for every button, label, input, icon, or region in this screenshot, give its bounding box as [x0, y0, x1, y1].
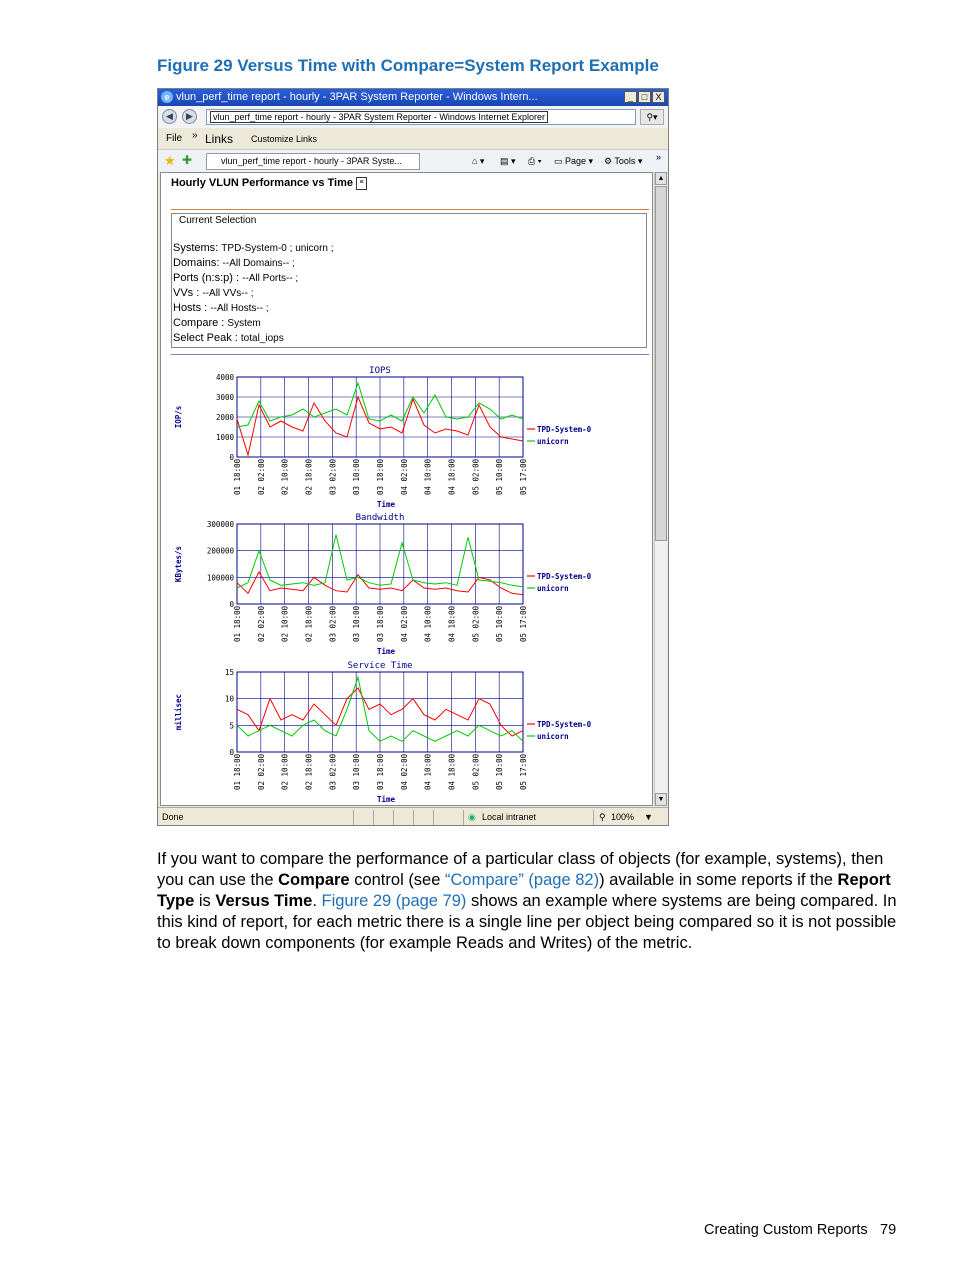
service-time-chart-title: Service Time: [347, 661, 413, 671]
menu-file[interactable]: File: [166, 133, 183, 144]
service-time-x-tick-label: 05 02:00: [471, 753, 481, 790]
iops-x-tick-label: 04 02:00: [399, 458, 409, 495]
zoom-icon[interactable]: ⚲: [599, 812, 606, 822]
zoom-dropdown-icon[interactable]: ▼: [644, 812, 653, 822]
document-icon[interactable]: ≡: [356, 177, 367, 190]
service-time-y-tick-label: 15: [224, 668, 234, 677]
service-time-x-tick-label: 03 18:00: [376, 753, 385, 790]
report-heading-text: Hourly VLUN Performance vs Time: [171, 177, 353, 189]
favorites-star-icon[interactable]: ★: [164, 153, 176, 168]
compare-label: Compare :: [173, 317, 225, 329]
vertical-scrollbar[interactable]: [654, 172, 667, 806]
peak-value: total_iops: [240, 333, 284, 344]
iops-x-tick-label: 02 10:00: [280, 458, 290, 495]
bandwidth-x-tick-label: 02 18:00: [304, 605, 314, 642]
scroll-up-icon[interactable]: ▲: [655, 172, 667, 185]
minimize-button[interactable]: _: [624, 91, 637, 103]
feeds-icon[interactable]: ▤ ▾: [500, 156, 516, 166]
hosts-label: Hosts :: [173, 302, 208, 314]
address-input[interactable]: [206, 109, 636, 125]
status-zone: Local intranet: [482, 812, 537, 822]
service-time-y-tick-label: 0: [229, 748, 234, 757]
compare-value: System: [227, 318, 261, 329]
ports-label: Ports (n:s:p) :: [173, 272, 240, 284]
iops-x-tick-label: 04 10:00: [423, 458, 433, 495]
forward-icon[interactable]: ▶: [182, 109, 197, 124]
iops-x-tick-label: 03 02:00: [328, 458, 338, 495]
bandwidth-x-tick-label: 03 18:00: [376, 605, 385, 642]
print-icon[interactable]: ⎙ ▾: [528, 156, 542, 166]
iops-y-tick-label: 3000: [215, 393, 234, 402]
ie-logo-icon: e: [161, 91, 173, 103]
service-time-x-tick-label: 02 10:00: [280, 753, 290, 790]
para-text: .: [312, 892, 322, 910]
tab-bar: [158, 149, 668, 172]
status-divider: [593, 810, 594, 825]
iops-x-tick-label: 01 18:00: [233, 458, 242, 495]
current-selection-legend: Current Selection: [179, 215, 257, 226]
menu-customize-links[interactable]: Customize Links: [251, 134, 318, 144]
close-button[interactable]: X: [652, 91, 665, 103]
iops-x-axis-label: Time: [376, 500, 396, 509]
service-time-x-tick-label: 03 10:00: [352, 753, 362, 790]
toolbar-chevron-icon[interactable]: »: [656, 152, 662, 162]
bandwidth-y-tick-label: 0: [229, 600, 234, 609]
window-titlebar: [158, 89, 668, 106]
service-time-x-tick-label: 01 18:00: [233, 753, 242, 790]
page-menu-label: Page: [565, 156, 587, 166]
service-time-legend-label: TPD-System-0: [537, 720, 592, 729]
service-time-x-tick-label: 04 02:00: [399, 753, 409, 790]
iops-x-tick-label: 04 18:00: [447, 458, 457, 495]
status-divider: [463, 810, 464, 825]
home-icon[interactable]: ⌂ ▾: [472, 156, 485, 166]
para-text: is: [194, 892, 216, 910]
domains-value: --All Domains-- ;: [222, 258, 295, 269]
service-time-x-tick-label: 04 18:00: [447, 753, 457, 790]
para-text: ) available in some reports if the: [599, 871, 838, 889]
tools-menu-label: Tools: [614, 156, 636, 166]
status-divider: [353, 810, 354, 825]
bandwidth-x-tick-label: 02 02:00: [256, 605, 266, 642]
bandwidth-legend-label: unicorn: [537, 584, 569, 593]
iops-legend-label: unicorn: [537, 437, 569, 446]
service-time-y-tick-label: 10: [224, 694, 234, 704]
iops-y-axis-label: IOP/s: [174, 405, 183, 429]
figure-page-link[interactable]: Figure 29 (page 79): [321, 892, 467, 910]
iops-y-tick-label: 0: [229, 453, 234, 462]
iops-chart-title: IOPS: [369, 366, 391, 376]
service-time-legend-label: unicorn: [537, 732, 569, 741]
bandwidth-x-tick-label: 03 10:00: [352, 605, 362, 642]
status-divider: [413, 810, 414, 825]
vvs-label: VVs :: [173, 287, 200, 299]
tools-menu[interactable]: ⚙ Tools ▾: [604, 156, 643, 166]
figure-title: Figure 29 Versus Time with Compare=System Report Example: [157, 56, 659, 75]
domains-label: Domains:: [173, 257, 220, 269]
compare-page-link[interactable]: “Compare” (page 82): [445, 871, 600, 889]
ports-value: --All Ports-- ;: [242, 273, 299, 284]
add-favorite-icon[interactable]: ✚: [182, 153, 193, 167]
service-time-y-tick-label: 5: [229, 721, 234, 731]
status-divider: [433, 810, 434, 825]
bandwidth-x-tick-label: 04 18:00: [447, 605, 457, 642]
iops-x-tick-label: 03 18:00: [376, 458, 385, 495]
bandwidth-y-tick-label: 300000: [206, 520, 234, 529]
bandwidth-x-tick-label: 01 18:00: [233, 605, 242, 642]
bandwidth-x-tick-label: 02 10:00: [280, 605, 290, 642]
browser-screenshot: [157, 88, 669, 826]
iops-y-tick-label: 4000: [215, 373, 234, 382]
status-done: Done: [162, 812, 184, 822]
para-text: If you want to compare the performance of a particular class of objects (for example, systems), then you can use the: [157, 850, 884, 889]
bandwidth-x-tick-label: 04 10:00: [423, 605, 433, 642]
bandwidth-x-tick-label: 05 10:00: [495, 605, 505, 642]
iops-x-tick-label: 05 17:00: [519, 458, 528, 495]
menu-links[interactable]: Links: [205, 132, 234, 146]
para-bold-compare: Compare: [278, 871, 350, 889]
systems-label: Systems:: [173, 242, 219, 254]
bandwidth-y-axis-label: KBytes/s: [174, 545, 183, 583]
status-zoom[interactable]: 100%: [611, 812, 635, 822]
maximize-button[interactable]: □: [638, 91, 651, 103]
hosts-value: --All Hosts-- ;: [210, 303, 269, 314]
body-paragraph: [157, 849, 899, 954]
iops-x-tick-label: 02 18:00: [304, 458, 314, 495]
bandwidth-x-tick-label: 05 17:00: [519, 605, 528, 642]
status-divider: [373, 810, 374, 825]
bandwidth-x-axis-label: Time: [376, 647, 396, 656]
bandwidth-x-tick-label: 03 02:00: [328, 605, 338, 642]
iops-x-tick-label: 05 10:00: [495, 458, 505, 495]
iops-legend-label: TPD-System-0: [537, 425, 592, 434]
service-time-x-tick-label: 04 10:00: [423, 753, 433, 790]
bandwidth-y-tick-label: 200000: [206, 546, 234, 556]
charts-area: [161, 173, 652, 805]
footer-page-number: 79: [880, 1222, 897, 1238]
para-text: control (see: [349, 871, 445, 889]
status-bar: [158, 807, 668, 826]
search-icon[interactable]: ⚲▾: [640, 109, 664, 125]
status-divider: [393, 810, 394, 825]
scroll-down-icon[interactable]: ▼: [655, 793, 667, 806]
window-title: vlun_perf_time report - hourly - 3PAR System Reporter - Windows Intern...: [176, 91, 538, 103]
report-content: [160, 172, 653, 806]
page-menu[interactable]: ▭ Page ▾: [554, 156, 594, 166]
para-text: shows an example where systems are being compared. In this kind of report, for each metric there is a single line per object being compared so it is not possible to break down components (for example Reads and Writes) of the metric.: [157, 892, 897, 952]
service-time-x-axis-label: Time: [376, 795, 396, 804]
service-time-x-tick-label: 03 02:00: [328, 753, 338, 790]
tab-report[interactable]: vlun_perf_time report - hourly - 3PAR Syste...: [206, 153, 420, 170]
service-time-x-tick-label: 05 17:00: [519, 753, 528, 790]
bandwidth-legend-label: TPD-System-0: [537, 572, 592, 581]
iops-y-tick-label: 2000: [215, 413, 234, 422]
service-time-x-tick-label: 02 02:00: [256, 753, 266, 790]
systems-value: TPD-System-0 ; unicorn ;: [221, 243, 334, 254]
vvs-value: --All VVs-- ;: [202, 288, 254, 299]
bandwidth-x-tick-label: 05 02:00: [471, 605, 481, 642]
intranet-icon: ◉: [468, 812, 476, 822]
bandwidth-chart-title: Bandwidth: [355, 513, 405, 523]
scroll-thumb[interactable]: [655, 186, 667, 541]
footer-section: Creating Custom Reports: [704, 1222, 868, 1238]
para-bold-versus-time: Versus Time: [215, 892, 313, 910]
bandwidth-x-tick-label: 04 02:00: [399, 605, 409, 642]
iops-y-tick-label: 1000: [215, 433, 234, 442]
service-time-y-axis-label: millisec: [174, 693, 183, 731]
address-bar: [158, 106, 668, 128]
peak-label: Select Peak :: [173, 332, 238, 344]
service-time-x-tick-label: 05 10:00: [495, 753, 505, 790]
para-bold-report-type: Report Type: [157, 871, 891, 910]
back-icon[interactable]: ◀: [162, 109, 177, 124]
iops-x-tick-label: 02 02:00: [256, 458, 266, 495]
service-time-x-tick-label: 02 18:00: [304, 753, 314, 790]
bandwidth-y-tick-label: 100000: [206, 573, 234, 583]
address-text: vlun_perf_time report - hourly - 3PAR System Reporter - Windows Internet Explorer: [210, 111, 548, 123]
iops-x-tick-label: 03 10:00: [352, 458, 362, 495]
iops-x-tick-label: 05 02:00: [471, 458, 481, 495]
menu-chevron[interactable]: »: [192, 130, 198, 141]
menu-bar: [158, 130, 668, 148]
